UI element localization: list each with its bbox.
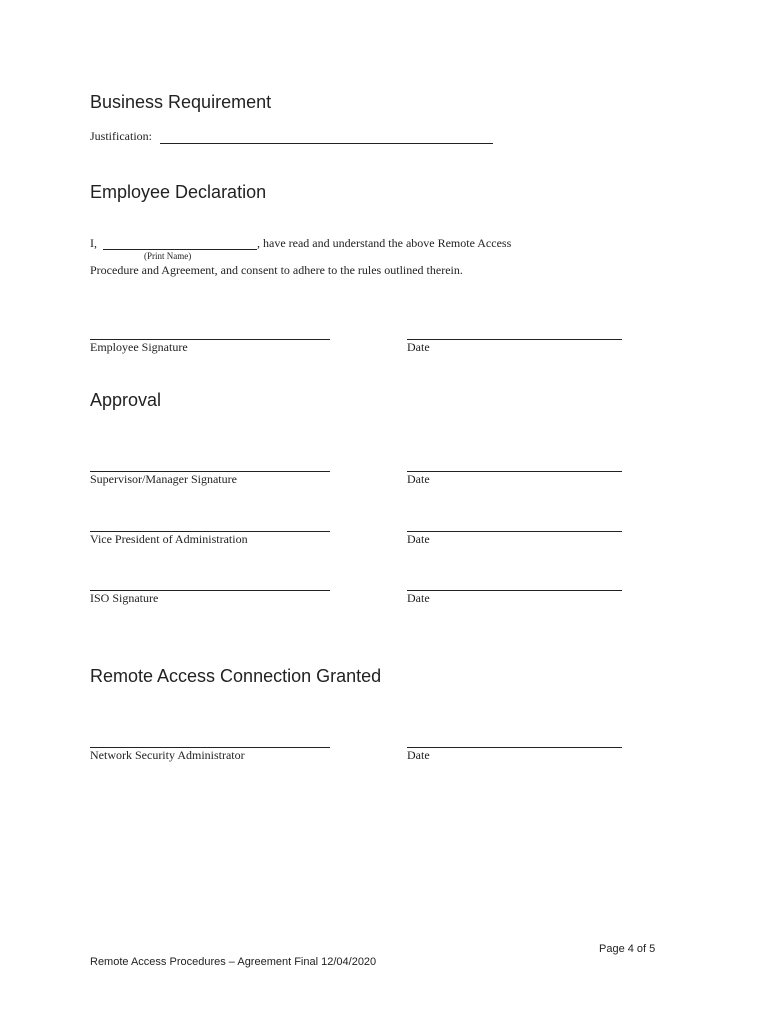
justification-label: Justification: <box>90 129 152 143</box>
vp-signature-label: Vice President of Administration <box>90 532 248 546</box>
declaration-text-line2: Procedure and Agreement, and consent to adhere to the rules outlined therein. <box>90 263 463 277</box>
print-name-caption: (Print Name) <box>144 251 192 261</box>
connection-granted-heading: Remote Access Connection Granted <box>90 666 382 686</box>
network-admin-date-label: Date <box>407 748 430 762</box>
vp-date-label: Date <box>407 532 430 546</box>
approval-heading: Approval <box>90 390 162 410</box>
document-footer-title: Remote Access Procedures – Agreement Final 12/04/2020 <box>90 956 377 968</box>
print-name-field[interactable] <box>103 249 257 250</box>
justification-field[interactable] <box>160 143 493 144</box>
vp-date-line[interactable] <box>407 531 622 532</box>
network-admin-signature-label: Network Security Administrator <box>90 748 245 762</box>
declaration-text-line1: , have read and understand the above Remote Access <box>257 236 512 250</box>
network-admin-date-line[interactable] <box>407 747 622 748</box>
iso-date-line[interactable] <box>407 590 622 591</box>
declaration-prefix: I, <box>90 236 97 250</box>
iso-signature-label: ISO Signature <box>90 591 159 605</box>
page-number: Page 4 of 5 <box>599 943 656 955</box>
supervisor-date-label: Date <box>407 472 430 486</box>
business-requirement-heading: Business Requirement <box>90 92 272 112</box>
iso-date-label: Date <box>407 591 430 605</box>
employee-date-line[interactable] <box>407 339 622 340</box>
employee-date-label: Date <box>407 340 430 354</box>
employee-signature-label: Employee Signature <box>90 340 188 354</box>
supervisor-date-line[interactable] <box>407 471 622 472</box>
supervisor-signature-label: Supervisor/Manager Signature <box>90 472 237 486</box>
employee-declaration-heading: Employee Declaration <box>90 182 267 202</box>
